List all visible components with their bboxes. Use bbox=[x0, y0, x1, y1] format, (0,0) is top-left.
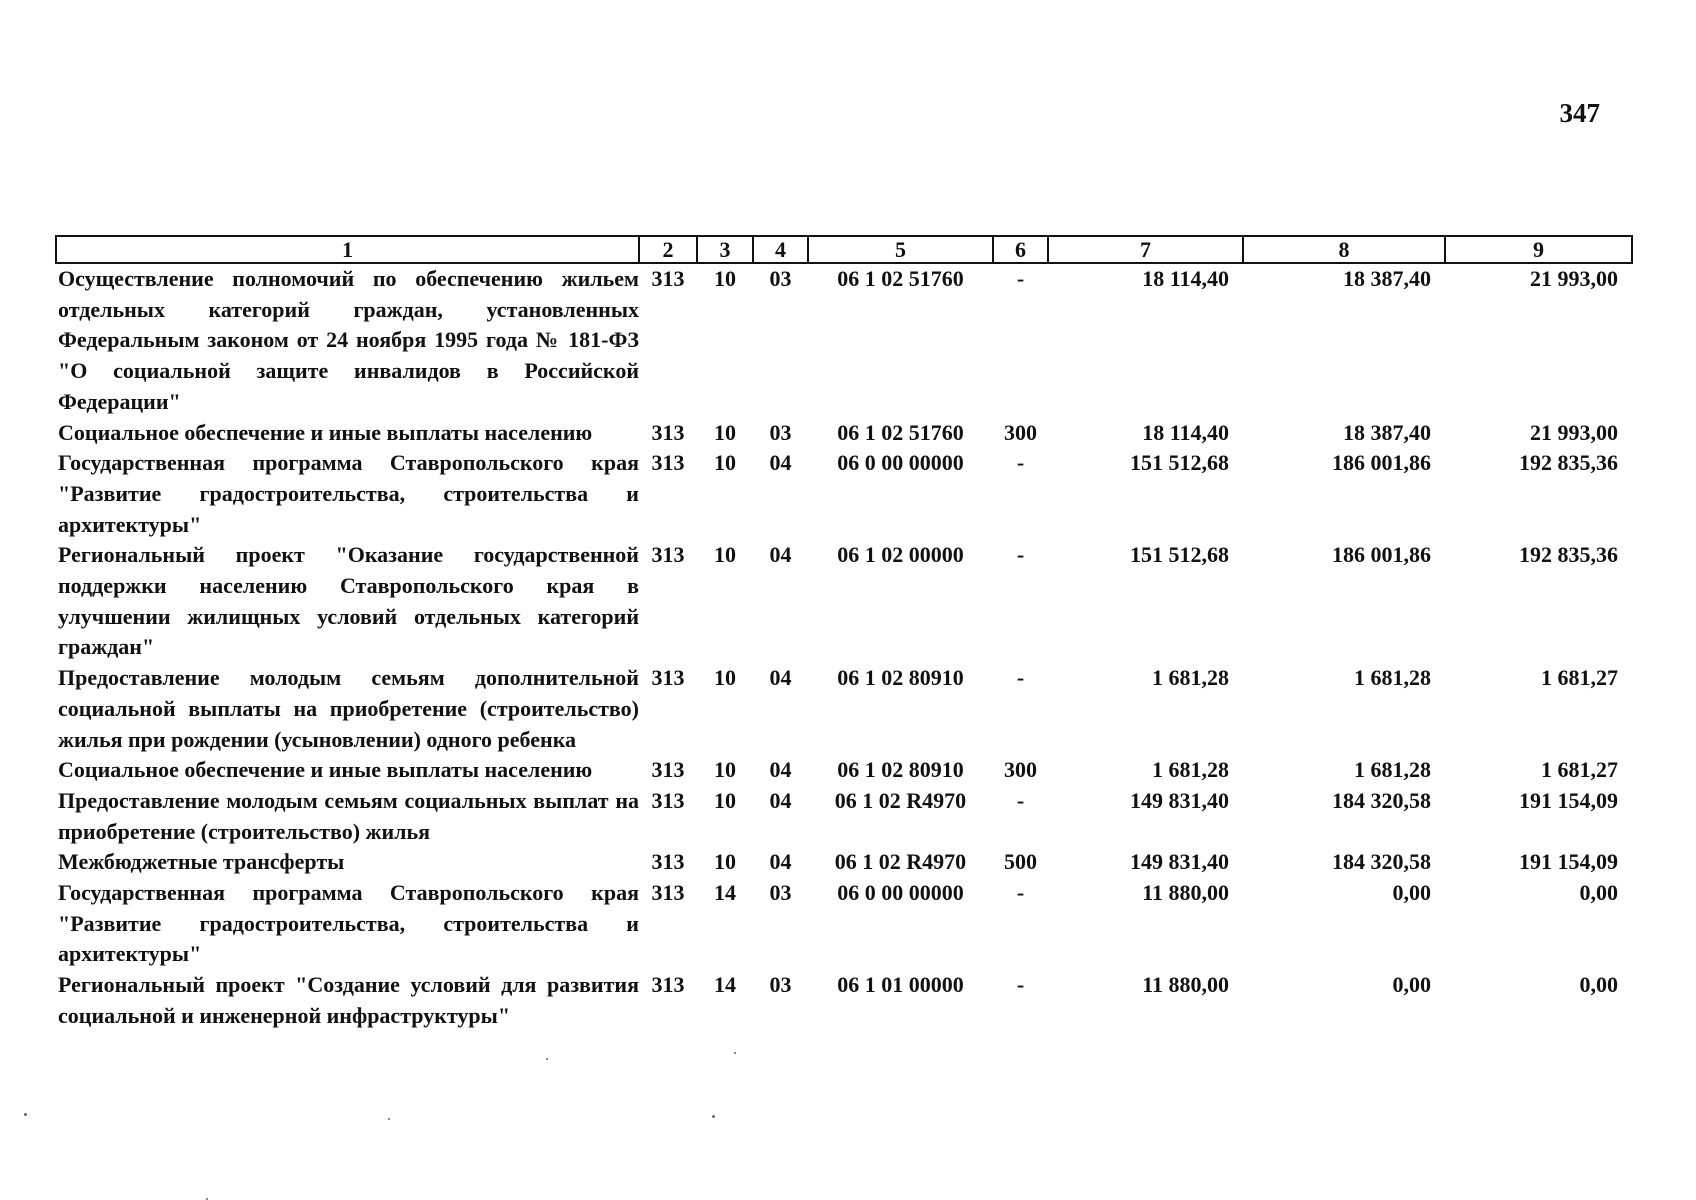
row-name: Межбюджетные трансферты bbox=[58, 849, 345, 875]
row-amount-3: 0,00 bbox=[1579, 972, 1618, 998]
row-amount-1: 149 831,40 bbox=[1130, 849, 1229, 875]
row-ministry: 313 bbox=[651, 266, 685, 291]
row-expense-type: - bbox=[1016, 880, 1025, 906]
table-row bbox=[56, 540, 1632, 663]
row-expense-type: - bbox=[1016, 665, 1025, 691]
table-row bbox=[56, 448, 1632, 540]
table-header-row bbox=[56, 236, 1632, 263]
row-amount-2: 1 681,28 bbox=[1354, 665, 1431, 691]
row-subsection: 04 bbox=[769, 787, 792, 813]
row-amount-3: 192 835,36 bbox=[1519, 542, 1618, 568]
row-target-article: 06 1 02 R4970 bbox=[834, 849, 967, 875]
row-amount-2: 1 681,28 bbox=[1354, 757, 1431, 783]
row-target-article: 06 1 01 00000 bbox=[837, 972, 964, 998]
page-number: 347 bbox=[1559, 98, 1600, 128]
row-amount-2: 186 001,86 bbox=[1332, 542, 1431, 568]
row-subsection: 04 bbox=[769, 665, 792, 691]
table-row bbox=[56, 263, 1632, 418]
row-amount-2: 18 387,40 bbox=[1343, 419, 1431, 445]
row-ministry: 313 bbox=[651, 880, 685, 906]
row-ministry: 313 bbox=[651, 665, 685, 691]
row-amount-3: 0,00 bbox=[1579, 880, 1618, 906]
row-target-article: 06 1 02 80910 bbox=[837, 665, 964, 691]
row-amount-3: 21 993,00 bbox=[1530, 266, 1618, 291]
table-row bbox=[56, 878, 1632, 970]
row-subsection: 04 bbox=[769, 542, 792, 568]
row-expense-type: 500 bbox=[1004, 849, 1037, 875]
column-header-name: 1 bbox=[56, 236, 639, 263]
row-amount-3: 191 154,09 bbox=[1519, 849, 1618, 875]
row-ministry: 313 bbox=[651, 787, 685, 813]
row-amount-2: 0,00 bbox=[1392, 972, 1431, 998]
column-header-target-article: 5 bbox=[808, 236, 993, 263]
row-name: Социальное обеспечение и иные выплаты населению bbox=[58, 757, 593, 783]
table-row bbox=[56, 418, 1632, 449]
column-header-subsection: 4 bbox=[753, 236, 808, 263]
row-amount-1: 11 880,00 bbox=[1142, 880, 1229, 906]
row-section: 14 bbox=[714, 972, 736, 998]
row-name: Государственная программа Ставропольского края "Развитие градостроительства, строительства и архитектуры" bbox=[58, 880, 639, 967]
budget-table bbox=[55, 235, 1633, 1032]
row-amount-1: 151 512,68 bbox=[1130, 450, 1229, 476]
column-header-expense-type: 6 bbox=[993, 236, 1048, 263]
column-header-section: 3 bbox=[697, 236, 753, 263]
row-amount-2: 184 320,58 bbox=[1332, 787, 1431, 813]
row-subsection: 03 bbox=[769, 972, 792, 998]
row-ministry: 313 bbox=[651, 757, 685, 783]
row-name: Предоставление молодым семьям дополнительной социальной выплаты на приобретение (строительство) жилья при рождении (усыновлении) одного ребенка bbox=[58, 665, 639, 752]
row-amount-1: 18 114,40 bbox=[1142, 266, 1229, 291]
table-row bbox=[56, 786, 1632, 847]
row-amount-2: 0,00 bbox=[1392, 880, 1431, 906]
row-section: 10 bbox=[714, 849, 736, 875]
row-expense-type: - bbox=[1016, 542, 1025, 568]
row-expense-type: - bbox=[1016, 450, 1025, 476]
row-name: Осуществление полномочий по обеспечению жильем отдельных категорий граждан, установленных Федеральным законом от 24 ноября 1995 года № 181-ФЗ "О социальной защите инвалидов в Российской Федерации" bbox=[58, 266, 639, 414]
row-name: Социальное обеспечение и иные выплаты населению bbox=[58, 419, 593, 445]
row-subsection: 04 bbox=[769, 757, 792, 783]
row-name: Предоставление молодым семьям социальных выплат на приобретение (строительство) жилья bbox=[58, 787, 639, 844]
table-row bbox=[56, 663, 1632, 755]
row-subsection: 03 bbox=[769, 419, 792, 445]
row-section: 10 bbox=[714, 757, 736, 783]
row-amount-2: 18 387,40 bbox=[1343, 266, 1431, 291]
table-row bbox=[56, 755, 1632, 786]
row-amount-3: 1 681,27 bbox=[1541, 665, 1618, 691]
row-expense-type: 300 bbox=[1004, 419, 1037, 445]
row-expense-type: - bbox=[1016, 266, 1025, 291]
row-section: 10 bbox=[714, 787, 736, 813]
row-target-article: 06 0 00 00000 bbox=[837, 450, 964, 476]
row-target-article: 06 1 02 00000 bbox=[837, 542, 964, 568]
row-target-article: 06 1 02 51760 bbox=[837, 266, 964, 291]
row-amount-2: 184 320,58 bbox=[1332, 849, 1431, 875]
row-subsection: 03 bbox=[769, 880, 792, 906]
row-section: 10 bbox=[714, 266, 736, 291]
row-ministry: 313 bbox=[651, 972, 685, 998]
column-header-ministry: 2 bbox=[639, 236, 697, 263]
row-expense-type: - bbox=[1016, 972, 1025, 998]
row-amount-1: 11 880,00 bbox=[1142, 972, 1229, 998]
row-subsection: 03 bbox=[769, 266, 792, 291]
row-expense-type: - bbox=[1016, 787, 1025, 813]
row-expense-type: 300 bbox=[1004, 757, 1037, 783]
row-target-article: 06 1 02 R4970 bbox=[834, 787, 967, 813]
row-amount-1: 149 831,40 bbox=[1130, 787, 1229, 813]
row-target-article: 06 1 02 51760 bbox=[837, 419, 964, 445]
table-row bbox=[56, 847, 1632, 878]
column-header-amount-2: 8 bbox=[1243, 236, 1445, 263]
row-subsection: 04 bbox=[769, 849, 792, 875]
row-ministry: 313 bbox=[651, 419, 685, 445]
row-name: Государственная программа Ставропольского края "Развитие градостроительства, строительства и архитектуры" bbox=[58, 450, 639, 537]
row-section: 14 bbox=[714, 880, 736, 906]
row-target-article: 06 0 00 00000 bbox=[837, 880, 964, 906]
row-name: Региональный проект "Оказание государственной поддержки населению Ставропольского края в улучшении жилищных условий отдельных категорий граждан" bbox=[58, 542, 639, 660]
row-name: Региональный проект "Создание условий для развития социальной и инженерной инфраструктуры" bbox=[58, 972, 639, 1028]
row-subsection: 04 bbox=[769, 450, 792, 476]
row-section: 10 bbox=[714, 450, 736, 476]
row-ministry: 313 bbox=[651, 450, 685, 476]
row-amount-1: 18 114,40 bbox=[1142, 419, 1229, 445]
row-amount-3: 191 154,09 bbox=[1519, 787, 1618, 813]
row-amount-1: 151 512,68 bbox=[1130, 542, 1229, 568]
row-amount-1: 1 681,28 bbox=[1152, 665, 1229, 691]
row-amount-2: 186 001,86 bbox=[1332, 450, 1431, 476]
row-amount-3: 21 993,00 bbox=[1530, 419, 1618, 445]
row-ministry: 313 bbox=[651, 542, 685, 568]
table-row bbox=[56, 970, 1632, 1031]
row-amount-3: 192 835,36 bbox=[1519, 450, 1618, 476]
row-target-article: 06 1 02 80910 bbox=[837, 757, 964, 783]
row-amount-1: 1 681,28 bbox=[1152, 757, 1229, 783]
row-section: 10 bbox=[714, 542, 736, 568]
row-section: 10 bbox=[714, 419, 736, 445]
row-section: 10 bbox=[714, 665, 736, 691]
column-header-amount-3: 9 bbox=[1445, 236, 1632, 263]
row-ministry: 313 bbox=[651, 849, 685, 875]
row-amount-3: 1 681,27 bbox=[1541, 757, 1618, 783]
column-header-amount-1: 7 bbox=[1048, 236, 1243, 263]
